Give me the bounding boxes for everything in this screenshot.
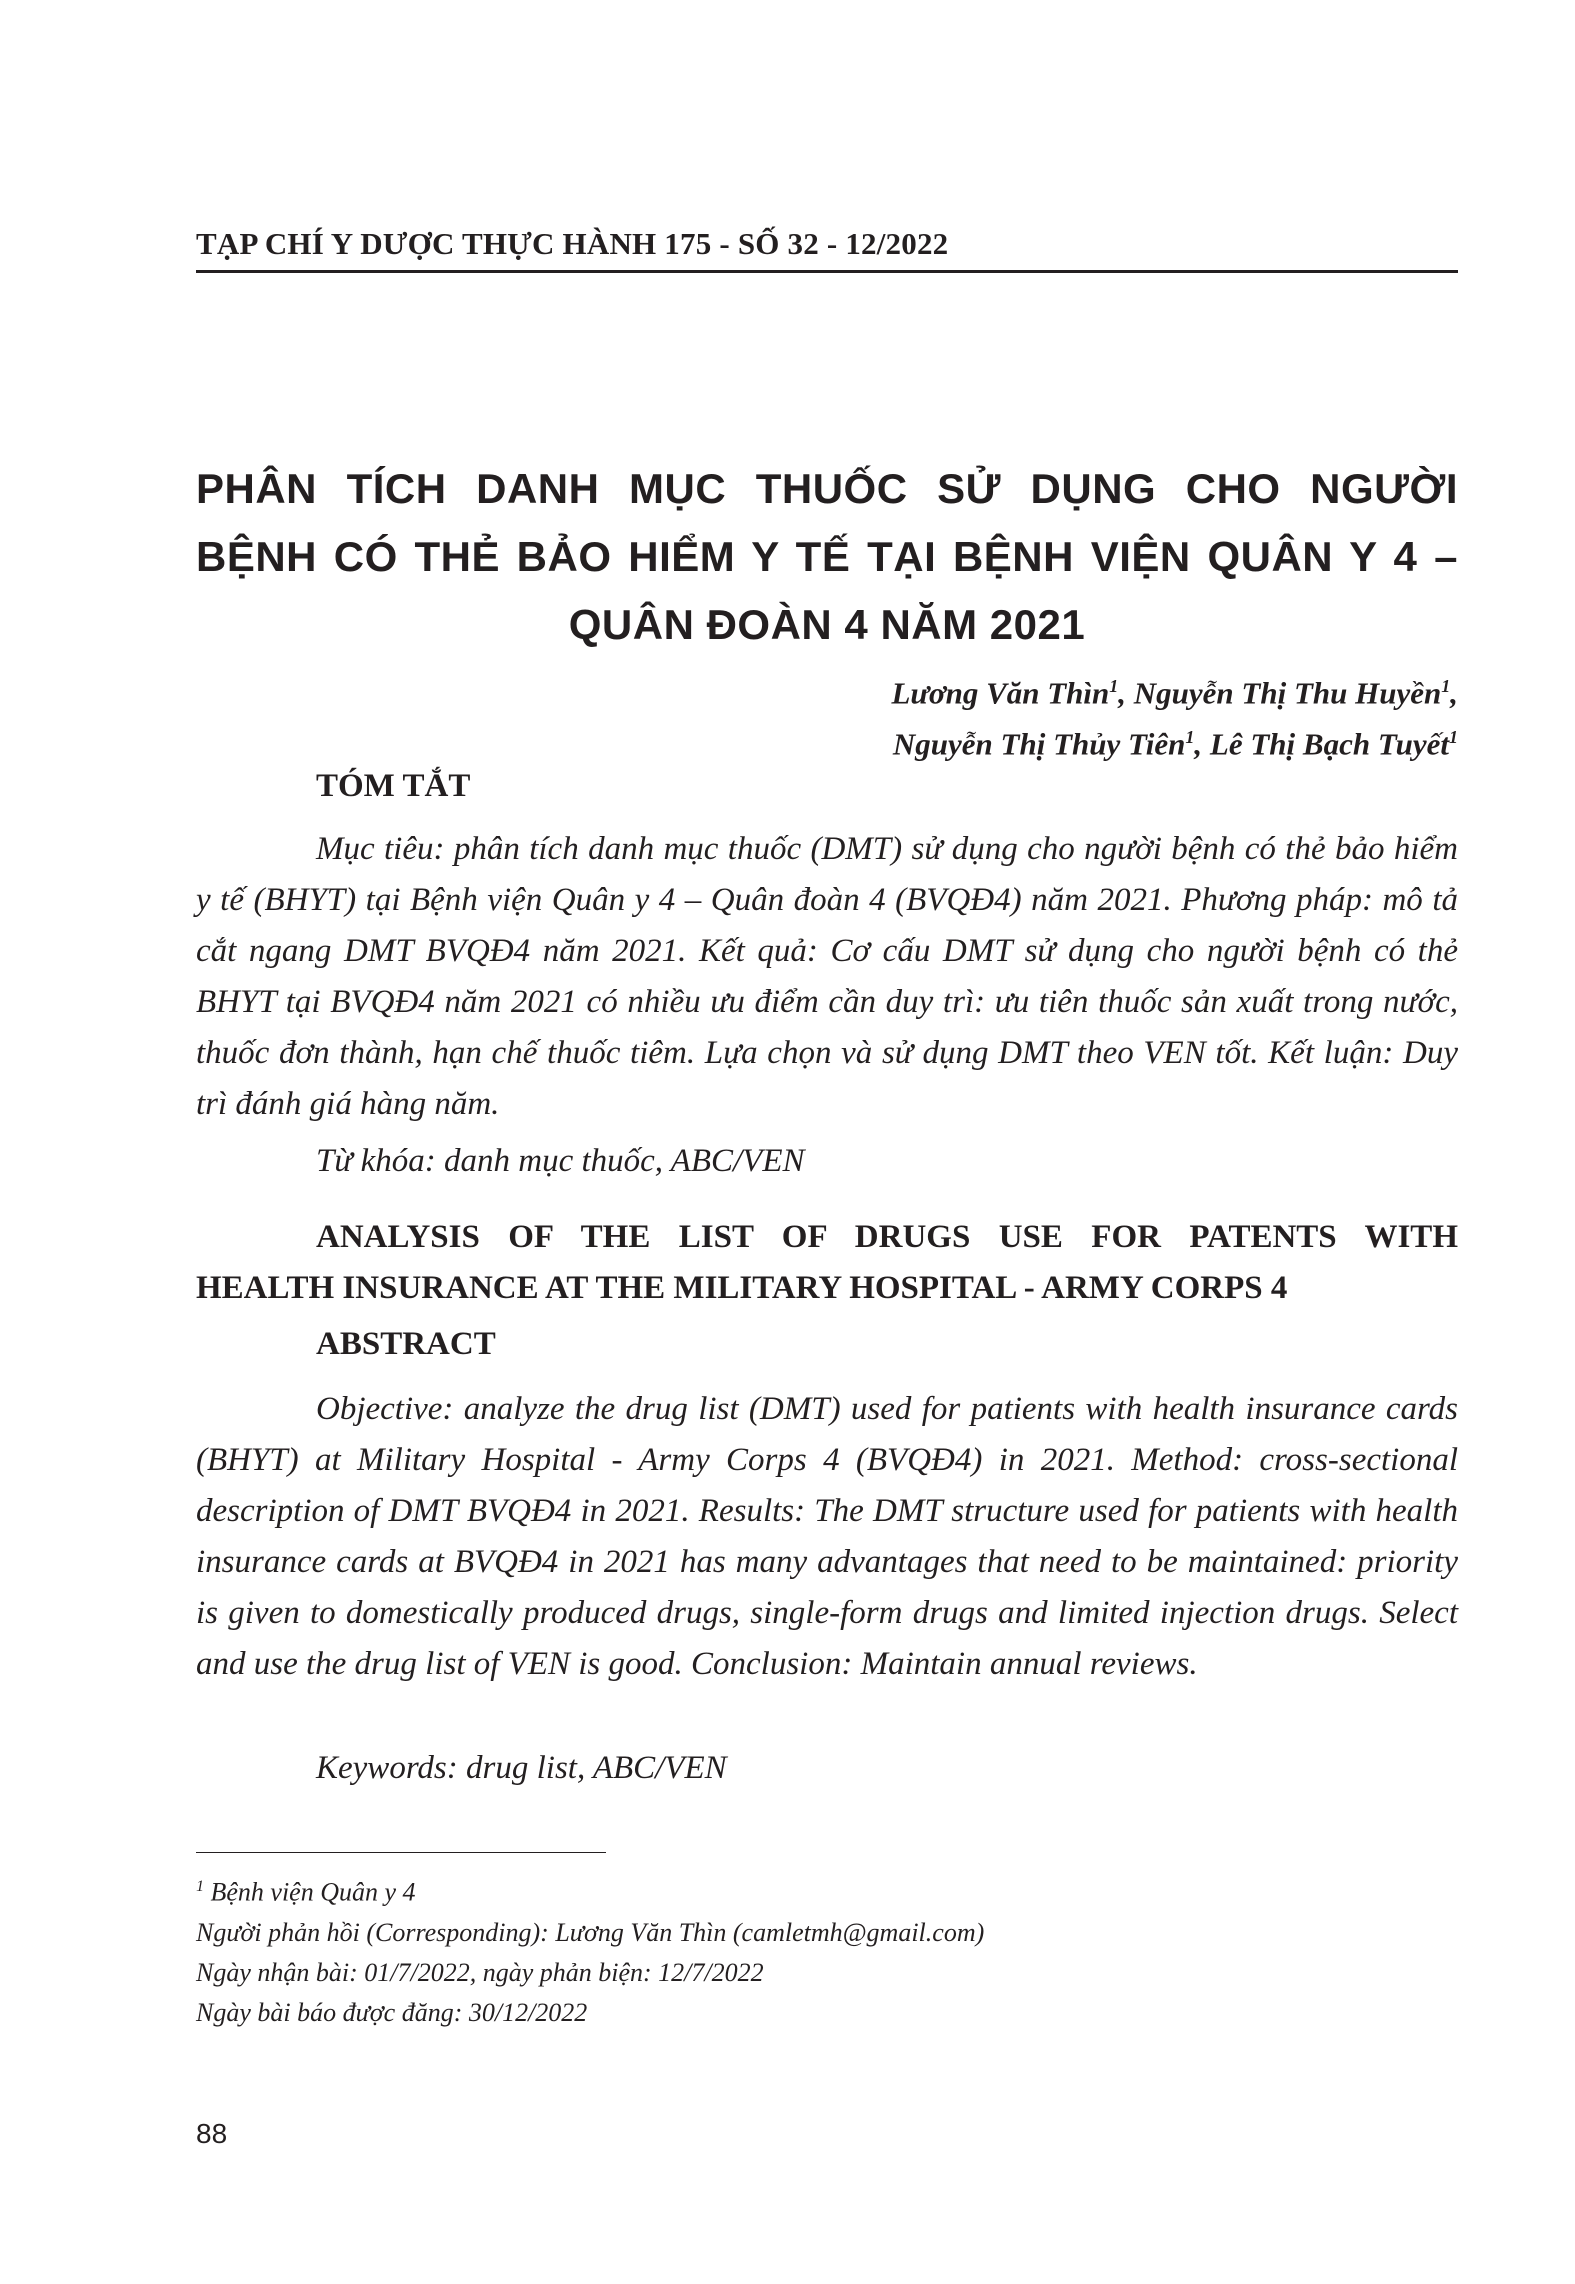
english-title-line-1: ANALYSIS OF THE LIST OF DRUGS USE FOR PATENTS WITH [316, 1219, 1458, 1255]
running-header: TẠP CHÍ Y DƯỢC THỰC HÀNH 175 - SỐ 32 - 12/2022 [196, 226, 949, 261]
summary-text-vi: Mục tiêu: phân tích danh mục thuốc (DMT) sử dụng cho người bệnh có thẻ bảo hiểm y tế (BHYT) tại Bệnh viện Quân y 4 – Quân đoàn 4 (BVQĐ4) năm 2021. Phương pháp: mô tả cắt ngang DMT BVQĐ4 năm 2021. Kết quả: Cơ cấu DMT sử dụng cho người bệnh có thẻ BHYT tại BVQĐ4 năm 2021 có nhiều ưu điểm cần duy trì: ưu tiên thuốc sản xuất trong nước, thuốc đơn thành, hạn chế thuốc tiêm. Lựa chọn và sử dụng DMT theo VEN tốt. Kết luận: Duy trì đánh giá hàng năm. [196, 831, 1458, 1122]
abstract-heading: ABSTRACT [316, 1326, 496, 1362]
summary-heading-vi: TÓM TẮT [316, 768, 471, 804]
header-rule [196, 270, 1458, 273]
keywords-en: Keywords: drug list, ABC/VEN [316, 1750, 727, 1786]
author-name: Lê Thị Bạch Tuyết [1209, 726, 1449, 762]
author-line-1: Lương Văn Thìn$^1$, Nguyễn Thị Thu Huyền$^1$, [891, 675, 1458, 711]
affiliation-mark: 1 [1109, 676, 1119, 696]
title-line-1: PHÂN TÍCH DANH MỤC THUỐC SỬ DỤNG CHO NGƯỜI [196, 465, 1458, 512]
footnote-received: Ngày nhận bài: 01/7/2022, ngày phản biện: 12/7/2022 [196, 1957, 764, 1987]
affiliation-mark: 1 [196, 1878, 204, 1895]
footnote-published: Ngày bài báo được đăng: 30/12/2022 [196, 1997, 588, 2027]
footnote-affiliation: $^1$ Bệnh viện Quân y 4 [196, 1877, 416, 1907]
author-name: Lương Văn Thìn [891, 675, 1110, 711]
author-name: Nguyễn Thị Thủy Tiên [892, 726, 1186, 762]
affiliation-mark: 1 [1441, 676, 1451, 696]
title-line-3: QUÂN ĐOÀN 4 NĂM 2021 [568, 601, 1086, 648]
page-number: 88 [196, 2118, 228, 2149]
english-title-line-2: HEALTH INSURANCE AT THE MILITARY HOSPITAL - ARMY CORPS 4 [196, 1270, 1288, 1306]
keywords-vi: Từ khóa: danh mục thuốc, ABC/VEN [316, 1143, 805, 1179]
author-name: Nguyễn Thị Thu Huyền [1133, 675, 1442, 711]
affiliation-mark: 1 [1185, 727, 1195, 748]
author-line-2: Nguyễn Thị Thủy Tiên$^1$, Lê Thị Bạch Tuyết$^1$ [892, 726, 1458, 762]
affiliation-mark: 1 [1449, 727, 1458, 748]
english-title [196, 1212, 1458, 1314]
footnote-rule [196, 1852, 606, 1853]
abstract-text: Objective: analyze the drug list (DMT) used for patients with health insurance cards (BHYT) at Military Hospital - Army Corps 4 (BVQĐ4) in 2021. Method: cross-sectional description of DMT BVQĐ4 in 2021. Results: The DMT structure used for patients with health insurance cards at BVQĐ4 in 2021 has many advantages that need to be maintained: priority is given to domestically produced drugs, single-form drugs and limited injection drugs. Select and use the drug list of VEN is good. Conclusion: Maintain annual reviews. [196, 1391, 1458, 1682]
author-list [600, 664, 1458, 767]
article-title [196, 455, 1458, 659]
title-line-2: BỆNH CÓ THẺ BẢO HIỂM Y TẾ TẠI BỆNH VIỆN QUÂN Y 4 – [196, 533, 1458, 580]
footnote-corresponding: Người phản hồi (Corresponding): Lương Văn Thìn (camletmh@gmail.com) [196, 1917, 985, 1947]
footnotes [196, 1867, 1458, 2033]
